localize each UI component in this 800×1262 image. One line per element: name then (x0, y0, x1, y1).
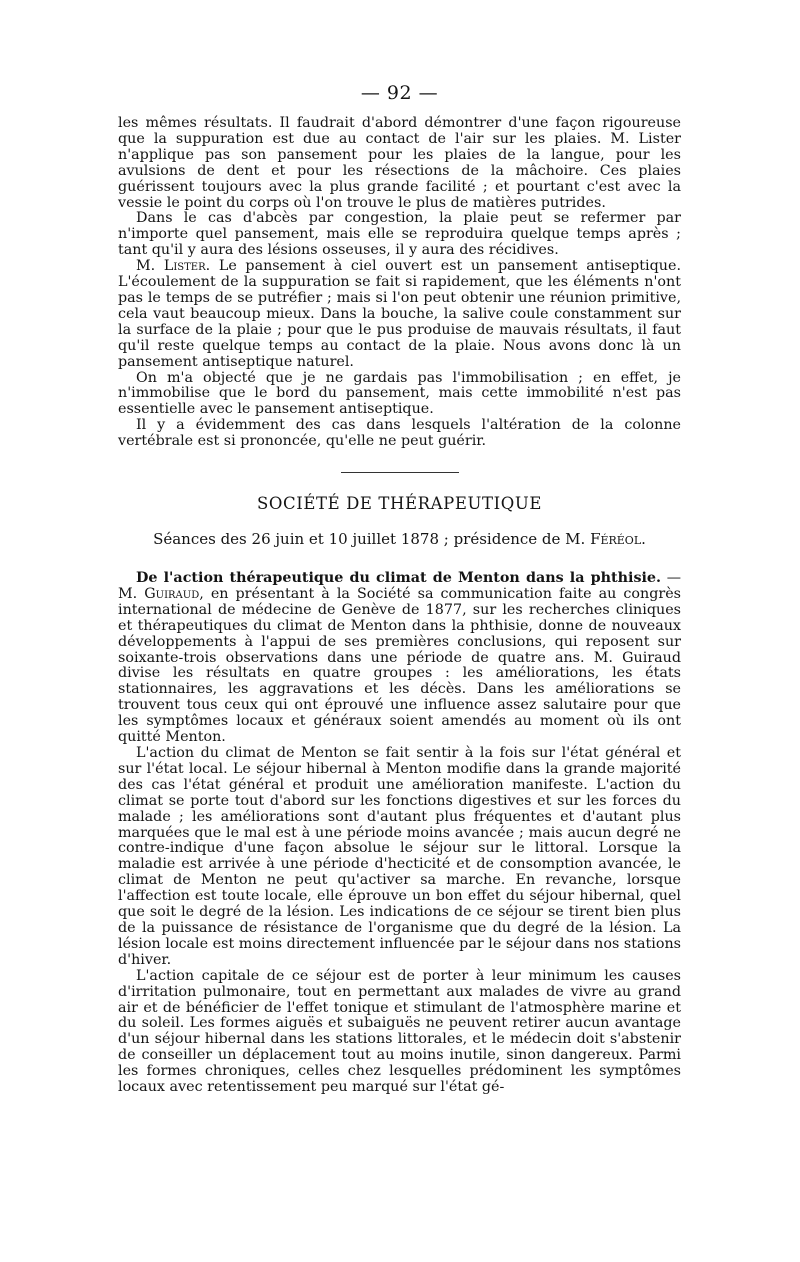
communication-paragraph (118, 571, 681, 746)
meeting-line (118, 529, 681, 549)
communication-dash: — M. (118, 570, 681, 602)
speaker-name: M. Lister. (136, 258, 211, 275)
communication-text: , en présentant à la Société sa communication faite au congrès international de médecine de Genève de 1877, sur les recherches cliniques et thérapeutiques du climat de Menton dans la phthisie, donne de nouveaux développements à l'appui de ses premières conclusions, qui reposent sur soixante-trois observations dans une période de quatre ans. M. Guiraud divise les résultats en quatre groupes : les améliorations, les états stationnaires, les aggravations et les décès. Dans les améliorations se trouvent tous ceux qui ont éprouvé une influence assez salutaire pour que les symptômes locaux et généraux soient amendés au moment où ils ont quitté Menton. (118, 585, 681, 746)
paragraph-results: les mêmes résultats. Il faudrait d'abord démontrer d'une façon rigoureuse que la suppuration est due au contact de l'air sur les plaies. M. Lister n'applique pas son pansement pour les plaies de la langue, pour les avulsions de dent et pour les résections de la mâchoire. Ces plaies guérissent toujours avec la plus grande facilité ; et pourtant c'est avec la vessie le point du corps où l'on trouve le plus de matières putrides. (118, 115, 681, 211)
paragraph-immobilisation: On m'a objecté que je ne gardais pas l'immobilisation ; en effet, je n'immobilise que le bord du pansement, mais cette immobilité n'est pas essentielle avec le pansement antiseptique. (118, 369, 681, 418)
page-number: — 92 — (360, 82, 439, 104)
book-page (118, 78, 681, 1096)
president-name: Féréol. (590, 530, 646, 549)
paragraph-lister (118, 259, 681, 370)
communication-heading: De l'action thérapeutique du climat de Menton dans la phthisie. (136, 570, 661, 587)
section-divider (341, 472, 459, 473)
paragraph-action-capitale: L'action capitale de ce séjour est de porter à leur minimum les causes d'irritation pulmonaire, tout en permettant aux malades de vivre au grand air et de bénéficier de l'effet tonique et stimulant de l'atmosphère marine et du soleil. Les formes aiguës et subaiguës ne peuvent retirer aucun avantage d'un séjour hibernal dans les stations littorales, et le médecin doit s'abstenir de conseiller un déplacement tout au moins inutile, sinon dangereux. Parmi les formes chroniques, celles chez lesquelles prédominent les symptômes locaux avec retentissement peu marqué sur l'état gé- (118, 967, 681, 1096)
paragraph-action-climat: L'action du climat de Menton se fait sentir à la fois sur l'état général et sur l'état local. Le séjour hibernal à Menton modifie dans la grande majorité des cas l'état général et produit une amélioration manifeste. L'action du climat se porte tout d'abord sur les fonctions digestives et sur les forces du malade ; les améliorations sont d'autant plus fréquentes et d'autant plus marquées que le mal est à une période moins avancée ; mais aucun degré ne contre-indique d'une façon absolue le séjour sur le littoral. Lorsque la maladie est arrivée à une période d'hecticité et de consomption avancée, le climat de Menton ne peut qu'activer sa marche. En revanche, lorsque l'affection est toute locale, elle éprouve un bon effet du séjour hibernal, quel que soit le degré de la lésion. Les indications de ce séjour se tirent bien plus de la puissance de résistance de l'organisme que du degré de la lésion. La lésion locale est moins directement influencée par le séjour dans nos stations d'hiver. (118, 745, 681, 968)
lister-reply: Le pansement à ciel ouvert est un pansement antiseptique. L'écoulement de la suppuration se fait si rapidement, que les éléments n'ont pas le temps de se putréfier ; mais si l'on peut obtenir une réunion primitive, cela vaut beaucoup mieux. Dans la bouche, la salive coule constamment sur la surface de la plaie ; pour que le pus produise de mauvais résultats, il faut qu'il reste quelque temps au contact de la plaie. Nous avons donc là un pansement antiseptique naturel. (118, 258, 681, 370)
paragraph-colonne: Il y a évidemment des cas dans lesquels l'altération de la colonne vertébrale est si prononcée, qu'elle ne peut guérir. (118, 417, 681, 450)
author-name: Guiraud (144, 585, 200, 602)
meeting-dates: Séances des 26 juin et 10 juillet 1878 ; présidence de M. (153, 530, 591, 549)
paragraph-abces: Dans le cas d'abcès par congestion, la plaie peut se refermer par n'importe quel pansement, mais elle se reproduira quelque temps après ; tant qu'il y aura des lésions osseuses, il y aura des récidives. (118, 210, 681, 259)
section-title: SOCIÉTÉ DE THÉRAPEUTIQUE (256, 494, 543, 514)
